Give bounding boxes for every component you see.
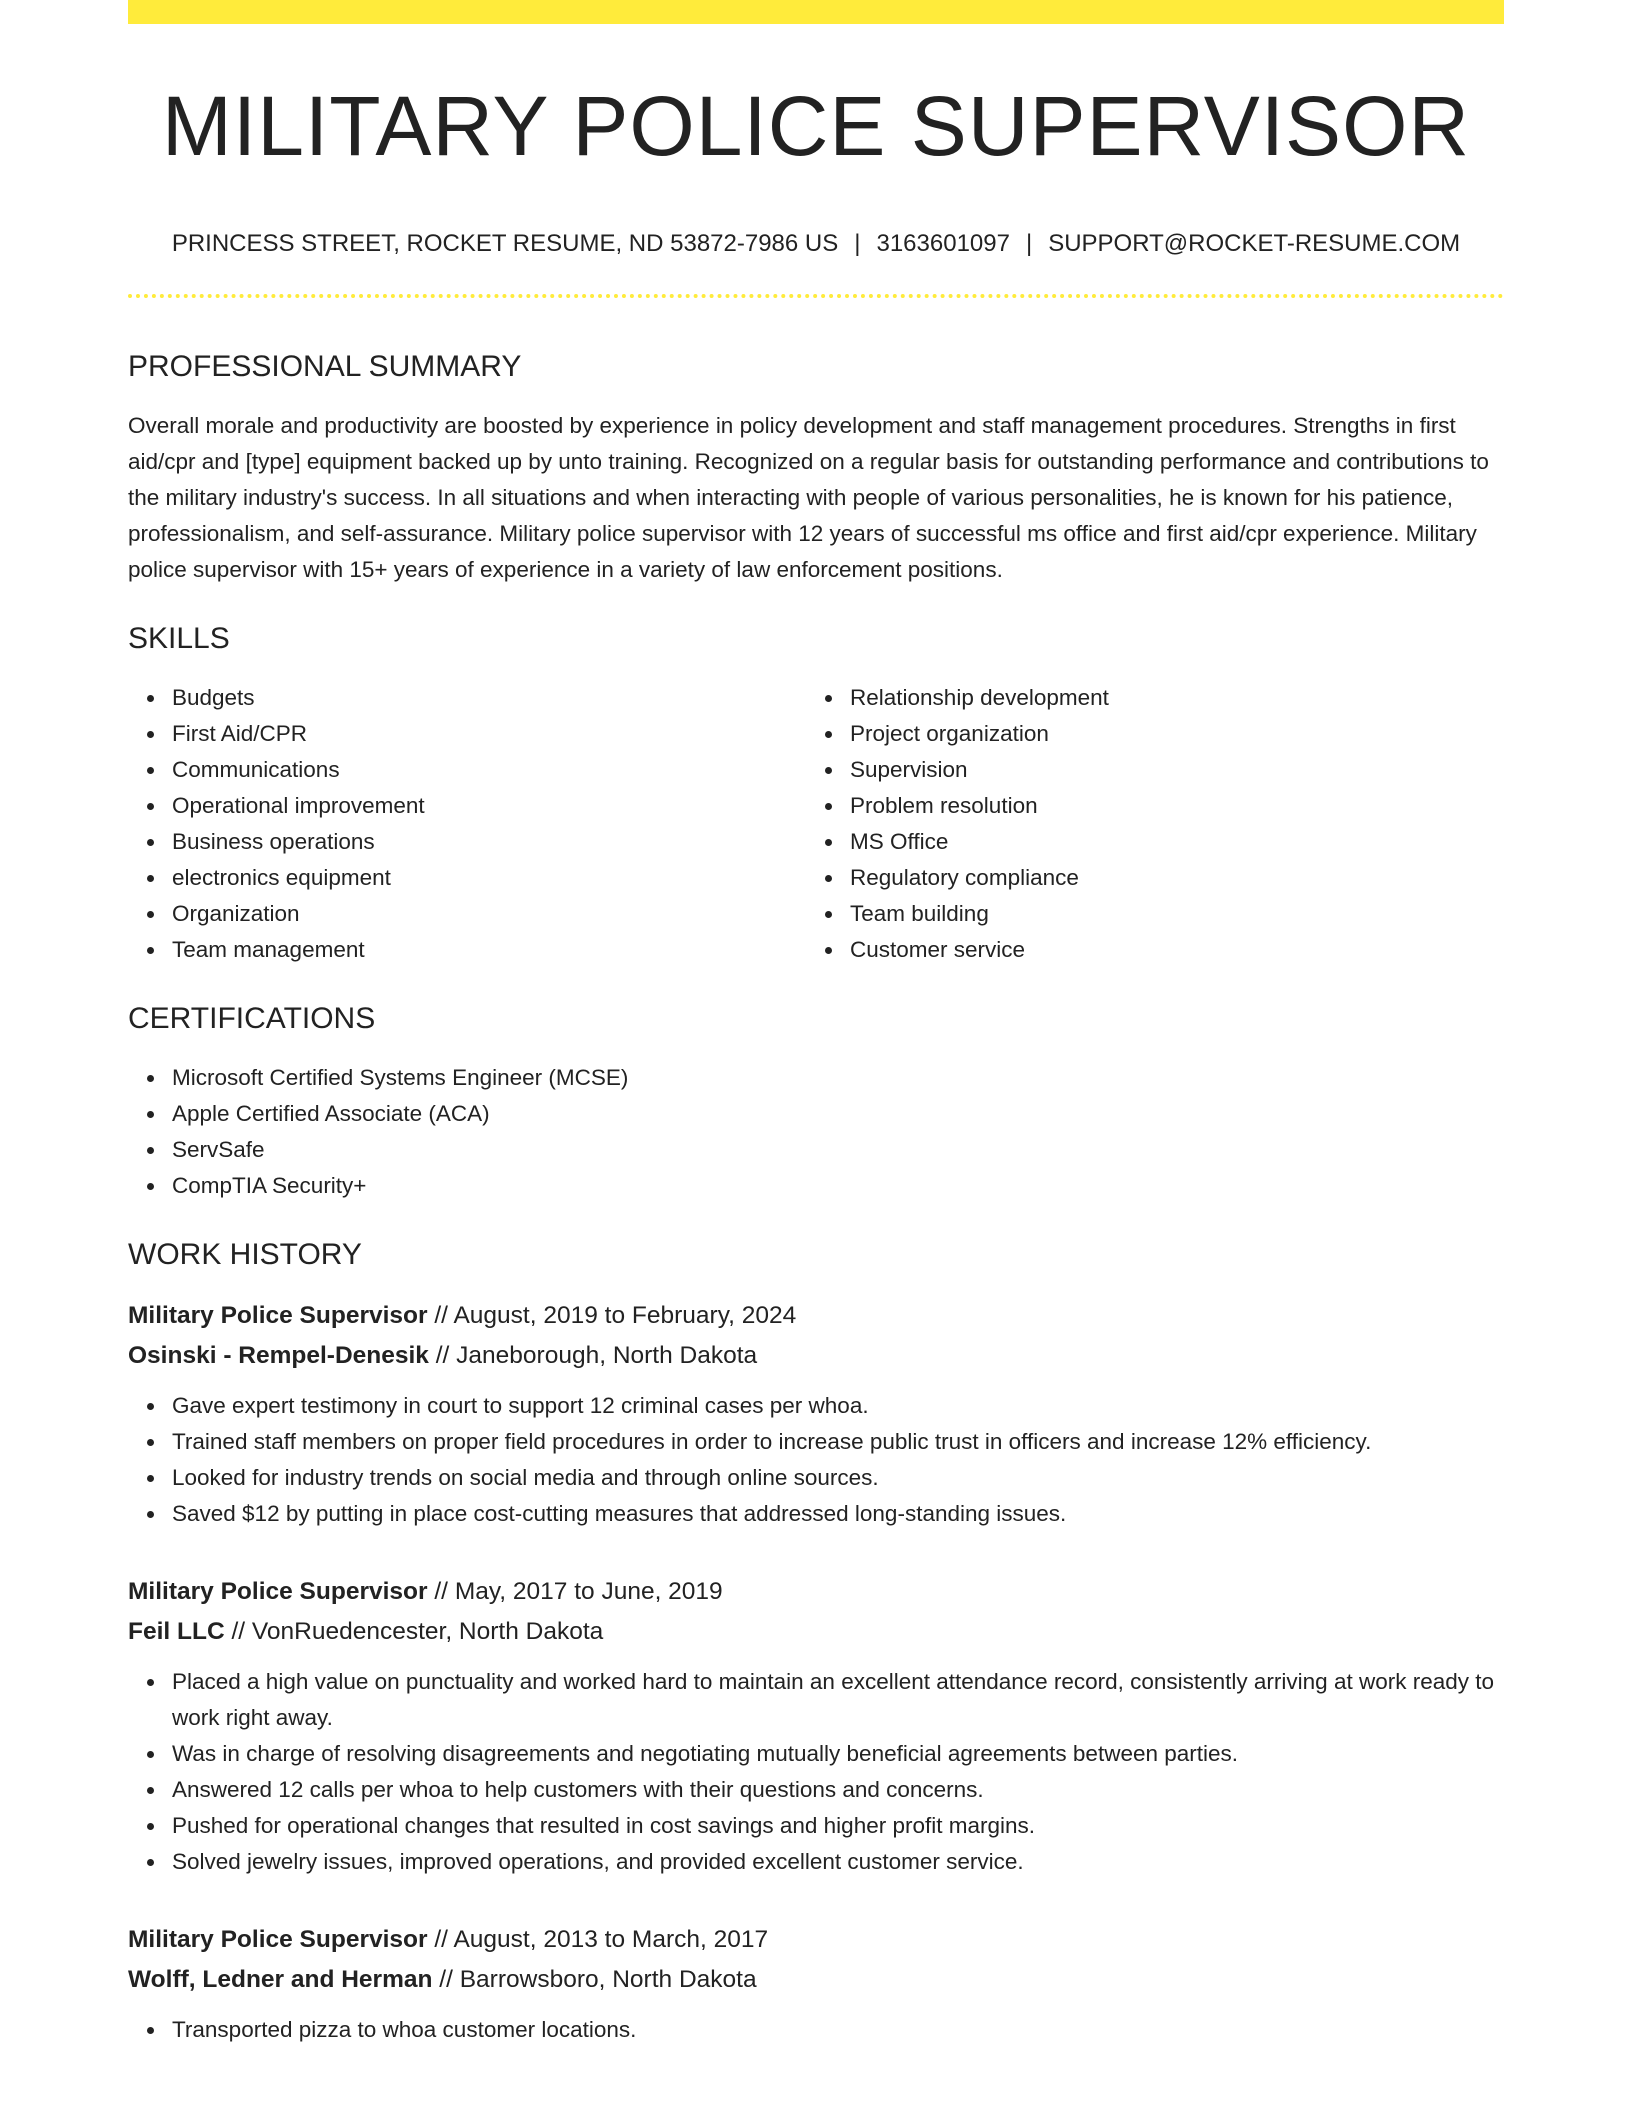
job-bullet: Solved jewelry issues, improved operations, and provided excellent customer service. bbox=[172, 1844, 1504, 1880]
job-title-line bbox=[128, 1920, 1504, 1960]
skill-item: Team building bbox=[850, 896, 1484, 932]
job-location: VonRuedencester, North Dakota bbox=[251, 1618, 604, 1645]
job-bullet: Transported pizza to whoa customer locations. bbox=[172, 2012, 1504, 2048]
contact-address: PRINCESS STREET, ROCKET RESUME, ND 53872-7986 US bbox=[171, 230, 839, 257]
contact-separator: | bbox=[1025, 230, 1033, 257]
job-title: Military Police Supervisor bbox=[128, 1926, 428, 1953]
skills-column-right bbox=[806, 680, 1484, 968]
certification-item: Microsoft Certified Systems Engineer (MCSE) bbox=[172, 1060, 1504, 1096]
skills-list-right bbox=[806, 680, 1484, 968]
job-divider: // bbox=[231, 1618, 246, 1645]
skills-heading: SKILLS bbox=[128, 622, 230, 655]
skill-item: Team management bbox=[172, 932, 806, 968]
skill-item: Relationship development bbox=[850, 680, 1484, 716]
job-bullet: Looked for industry trends on social media and through online sources. bbox=[172, 1460, 1504, 1496]
certification-item: Apple Certified Associate (ACA) bbox=[172, 1096, 1504, 1132]
certifications-section bbox=[128, 1004, 1504, 1204]
job-bullets bbox=[128, 2012, 1504, 2048]
job-bullet: Saved $12 by putting in place cost-cutting measures that addressed long-standing issues. bbox=[172, 1496, 1504, 1532]
job-bullet: Gave expert testimony in court to support 12 criminal cases per whoa. bbox=[172, 1388, 1504, 1424]
certifications-heading: CERTIFICATIONS bbox=[128, 1002, 376, 1035]
skills-list-left bbox=[128, 680, 806, 968]
job-company-line bbox=[128, 1612, 1504, 1652]
job-company-line bbox=[128, 1336, 1504, 1376]
contact-phone[interactable]: 3163601097 bbox=[876, 230, 1010, 257]
job-bullet: Was in charge of resolving disagreements and negotiating mutually beneficial agreements between parties. bbox=[172, 1736, 1504, 1772]
certification-item: ServSafe bbox=[172, 1132, 1504, 1168]
summary-heading: PROFESSIONAL SUMMARY bbox=[128, 350, 522, 383]
job-bullet: Placed a high value on punctuality and worked hard to maintain an excellent attendance record, consistently arriving at work ready to work right away. bbox=[172, 1664, 1504, 1736]
job-divider: // bbox=[435, 1342, 450, 1369]
job-divider: // bbox=[439, 1966, 453, 1993]
job-bullets bbox=[128, 1388, 1504, 1532]
skill-item: Problem resolution bbox=[850, 788, 1484, 824]
skill-item: Budgets bbox=[172, 680, 806, 716]
job-title-line bbox=[128, 1296, 1504, 1336]
job-bullet: Answered 12 calls per whoa to help customers with their questions and concerns. bbox=[172, 1772, 1504, 1808]
job-location: Barrowsboro, North Dakota bbox=[459, 1966, 757, 1993]
skill-item: Organization bbox=[172, 896, 806, 932]
job-divider: // bbox=[434, 1926, 448, 1953]
skill-item: Project organization bbox=[850, 716, 1484, 752]
skill-item: Customer service bbox=[850, 932, 1484, 968]
job-location: Janeborough, North Dakota bbox=[456, 1342, 758, 1369]
dotted-divider bbox=[128, 294, 1504, 298]
contact-line bbox=[128, 232, 1504, 256]
certification-item: CompTIA Security+ bbox=[172, 1168, 1504, 1204]
work-history-section bbox=[128, 1240, 1504, 2048]
job-dates: May, 2017 to June, 2019 bbox=[454, 1578, 723, 1605]
candidate-title: MILITARY POLICE SUPERVISOR bbox=[161, 79, 1471, 173]
job-title: Military Police Supervisor bbox=[128, 1302, 428, 1329]
skills-grid bbox=[128, 680, 1504, 968]
job-entry bbox=[128, 1572, 1504, 1880]
job-bullet: Trained staff members on proper field procedures in order to increase public trust in officers and increase 12% efficiency. bbox=[172, 1424, 1504, 1460]
skill-item: MS Office bbox=[850, 824, 1484, 860]
job-title: Military Police Supervisor bbox=[128, 1578, 428, 1605]
accent-top-bar bbox=[128, 0, 1504, 24]
skills-column-left bbox=[128, 680, 806, 968]
job-divider: // bbox=[434, 1578, 448, 1605]
job-dates: August, 2019 to February, 2024 bbox=[453, 1302, 797, 1329]
certifications-list bbox=[128, 1060, 1504, 1204]
skill-item: Operational improvement bbox=[172, 788, 806, 824]
contact-email[interactable]: SUPPORT@ROCKET-RESUME.COM bbox=[1048, 230, 1461, 257]
job-divider: // bbox=[434, 1302, 448, 1329]
job-company-line bbox=[128, 1960, 1504, 2000]
skill-item: Communications bbox=[172, 752, 806, 788]
resume-page bbox=[128, 0, 1504, 2048]
job-entry bbox=[128, 1296, 1504, 1532]
skill-item: First Aid/CPR bbox=[172, 716, 806, 752]
skill-item: electronics equipment bbox=[172, 860, 806, 896]
summary-section bbox=[128, 352, 1504, 588]
work-history-heading: WORK HISTORY bbox=[128, 1238, 362, 1271]
job-bullets bbox=[128, 1664, 1504, 1880]
job-dates: August, 2013 to March, 2017 bbox=[453, 1926, 769, 1953]
skill-item: Regulatory compliance bbox=[850, 860, 1484, 896]
job-company: Wolff, Ledner and Herman bbox=[128, 1966, 433, 1993]
job-company: Osinski - Rempel-Denesik bbox=[128, 1342, 429, 1369]
job-company: Feil LLC bbox=[128, 1618, 225, 1645]
skill-item: Supervision bbox=[850, 752, 1484, 788]
skill-item: Business operations bbox=[172, 824, 806, 860]
job-bullet: Pushed for operational changes that resulted in cost savings and higher profit margins. bbox=[172, 1808, 1504, 1844]
skills-section bbox=[128, 624, 1504, 968]
summary-text: Overall morale and productivity are boosted by experience in policy development and staff management procedures. Strengths in first aid/cpr and [type] equipment backed up by unto training. Recognized on a regular basis for outstanding performance and contributions to the military industry's success. In all situations and when interacting with people of various personalities, he is known for his patience, professionalism, and self-assurance. Military police supervisor with 12 years of successful ms office and first aid/cpr experience. Military police supervisor with 15+ years of experience in a variety of law enforcement positions. bbox=[128, 413, 1489, 582]
job-title-line bbox=[128, 1572, 1504, 1612]
job-entry bbox=[128, 1920, 1504, 2048]
contact-separator: | bbox=[854, 230, 861, 257]
